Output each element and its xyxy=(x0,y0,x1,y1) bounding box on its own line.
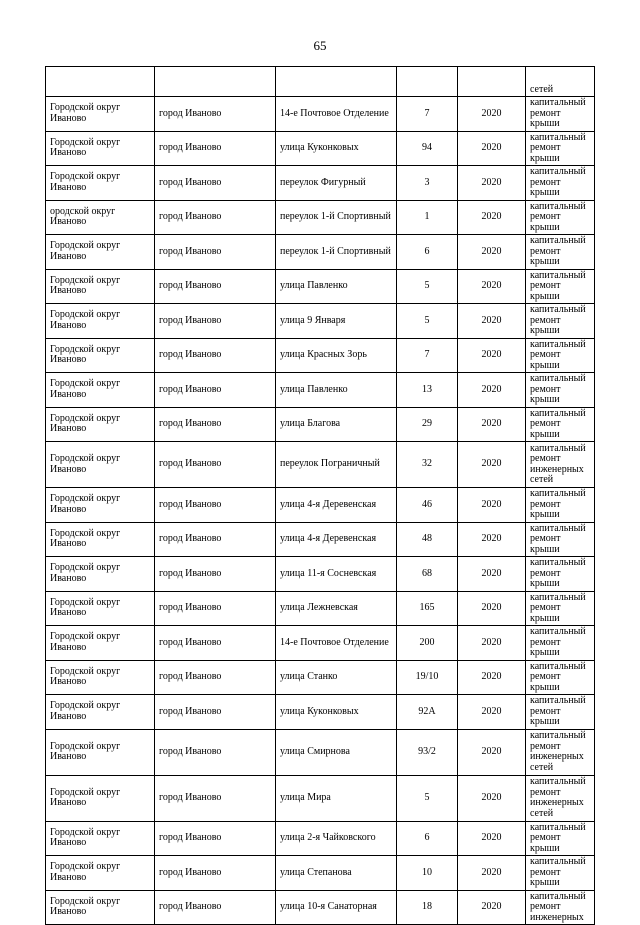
municipality-cell: Городской округ Иваново xyxy=(46,166,155,201)
table-row xyxy=(46,442,595,488)
table-row xyxy=(46,660,595,695)
repair-register-table xyxy=(45,66,595,925)
table-row xyxy=(46,269,595,304)
table-row xyxy=(46,775,595,821)
municipality-cell: Городской округ Иваново xyxy=(46,591,155,626)
municipality-cell: Городской округ Иваново xyxy=(46,729,155,775)
street-cell xyxy=(276,67,397,97)
street-cell: улица 2-я Чайковского xyxy=(276,821,397,856)
year-cell: 2020 xyxy=(458,97,526,132)
municipality-cell: Городской округ Иваново xyxy=(46,373,155,408)
settlement-cell: город Иваново xyxy=(155,775,276,821)
street-cell: переулок 1-й Спортивный xyxy=(276,200,397,235)
municipality-cell: Городской округ Иваново xyxy=(46,442,155,488)
work-type-cell: капитальный ремонт крыши xyxy=(526,626,595,661)
work-type-cell: капитальный ремонт крыши xyxy=(526,695,595,730)
table-row xyxy=(46,488,595,523)
street-cell: улица Красных Зорь xyxy=(276,338,397,373)
house-number-cell: 18 xyxy=(397,890,458,925)
table-row xyxy=(46,97,595,132)
work-type-cell: капитальный ремонт крыши xyxy=(526,269,595,304)
work-type-cell: капитальный ремонт инженерных сетей xyxy=(526,729,595,775)
settlement-cell: город Иваново xyxy=(155,407,276,442)
work-type-cell: капитальный ремонт крыши xyxy=(526,166,595,201)
work-type-cell: капитальный ремонт крыши xyxy=(526,856,595,891)
year-cell: 2020 xyxy=(458,695,526,730)
settlement-cell: город Иваново xyxy=(155,695,276,730)
work-type-cell: капитальный ремонт крыши xyxy=(526,200,595,235)
settlement-cell: город Иваново xyxy=(155,304,276,339)
street-cell: улица 10-я Санаторная xyxy=(276,890,397,925)
year-cell: 2020 xyxy=(458,166,526,201)
year-cell: 2020 xyxy=(458,269,526,304)
year-cell: 2020 xyxy=(458,591,526,626)
table-row xyxy=(46,856,595,891)
street-cell: улица Лежневская xyxy=(276,591,397,626)
settlement-cell xyxy=(155,67,276,97)
year-cell: 2020 xyxy=(458,407,526,442)
settlement-cell: город Иваново xyxy=(155,890,276,925)
table-row xyxy=(46,407,595,442)
municipality-cell xyxy=(46,67,155,97)
street-cell: переулок 1-й Спортивный xyxy=(276,235,397,270)
municipality-cell: Городской округ Иваново xyxy=(46,338,155,373)
municipality-cell: Городской округ Иваново xyxy=(46,775,155,821)
table-row xyxy=(46,67,595,97)
table-row xyxy=(46,373,595,408)
house-number-cell: 93/2 xyxy=(397,729,458,775)
municipality-cell: Городской округ Иваново xyxy=(46,626,155,661)
street-cell: 14-е Почтовое Отделение xyxy=(276,626,397,661)
street-cell: улица 4-я Деревенская xyxy=(276,522,397,557)
municipality-cell: Городской округ Иваново xyxy=(46,304,155,339)
street-cell: улица Степанова xyxy=(276,856,397,891)
municipality-cell: Городской округ Иваново xyxy=(46,97,155,132)
street-cell: улица Павленко xyxy=(276,373,397,408)
work-type-cell: капитальный ремонт инженерных xyxy=(526,890,595,925)
year-cell: 2020 xyxy=(458,660,526,695)
municipality-cell: Городской округ Иваново xyxy=(46,660,155,695)
house-number-cell: 1 xyxy=(397,200,458,235)
house-number-cell: 7 xyxy=(397,97,458,132)
table-row xyxy=(46,591,595,626)
table-row xyxy=(46,131,595,166)
settlement-cell: город Иваново xyxy=(155,626,276,661)
year-cell: 2020 xyxy=(458,626,526,661)
house-number-cell xyxy=(397,67,458,97)
street-cell: переулок Фигурный xyxy=(276,166,397,201)
street-cell: улица 11-я Сосневская xyxy=(276,557,397,592)
house-number-cell: 32 xyxy=(397,442,458,488)
street-cell: улица Мира xyxy=(276,775,397,821)
year-cell: 2020 xyxy=(458,775,526,821)
street-cell: улица Павленко xyxy=(276,269,397,304)
table-row xyxy=(46,235,595,270)
settlement-cell: город Иваново xyxy=(155,660,276,695)
work-type-cell: капитальный ремонт крыши xyxy=(526,373,595,408)
table-row xyxy=(46,338,595,373)
table-row xyxy=(46,304,595,339)
year-cell: 2020 xyxy=(458,522,526,557)
house-number-cell: 13 xyxy=(397,373,458,408)
house-number-cell: 200 xyxy=(397,626,458,661)
table-row xyxy=(46,890,595,925)
table-row xyxy=(46,729,595,775)
street-cell: улица Куконковых xyxy=(276,695,397,730)
house-number-cell: 7 xyxy=(397,338,458,373)
municipality-cell: Городской округ Иваново xyxy=(46,890,155,925)
house-number-cell: 29 xyxy=(397,407,458,442)
work-type-cell: капитальный ремонт крыши xyxy=(526,97,595,132)
street-cell: улица 4-я Деревенская xyxy=(276,488,397,523)
year-cell: 2020 xyxy=(458,373,526,408)
settlement-cell: город Иваново xyxy=(155,557,276,592)
settlement-cell: город Иваново xyxy=(155,200,276,235)
year-cell: 2020 xyxy=(458,729,526,775)
work-type-cell: капитальный ремонт инженерных сетей xyxy=(526,442,595,488)
year-cell: 2020 xyxy=(458,304,526,339)
settlement-cell: город Иваново xyxy=(155,522,276,557)
year-cell: 2020 xyxy=(458,890,526,925)
work-type-cell: капитальный ремонт крыши xyxy=(526,522,595,557)
house-number-cell: 165 xyxy=(397,591,458,626)
table-row xyxy=(46,695,595,730)
house-number-cell: 6 xyxy=(397,235,458,270)
work-type-cell: капитальный ремонт инженерных сетей xyxy=(526,775,595,821)
municipality-cell: Городской округ Иваново xyxy=(46,131,155,166)
work-type-cell: сетей xyxy=(526,67,595,97)
settlement-cell: город Иваново xyxy=(155,442,276,488)
year-cell: 2020 xyxy=(458,200,526,235)
municipality-cell: Городской округ Иваново xyxy=(46,557,155,592)
work-type-cell: капитальный ремонт крыши xyxy=(526,821,595,856)
house-number-cell: 6 xyxy=(397,821,458,856)
municipality-cell: Городской округ Иваново xyxy=(46,821,155,856)
municipality-cell: Городской округ Иваново xyxy=(46,522,155,557)
work-type-cell: капитальный ремонт крыши xyxy=(526,557,595,592)
settlement-cell: город Иваново xyxy=(155,97,276,132)
table-row xyxy=(46,200,595,235)
year-cell: 2020 xyxy=(458,557,526,592)
work-type-cell: капитальный ремонт крыши xyxy=(526,235,595,270)
street-cell: улица Куконковых xyxy=(276,131,397,166)
street-cell: улица Смирнова xyxy=(276,729,397,775)
year-cell xyxy=(458,67,526,97)
street-cell: переулок Пограничный xyxy=(276,442,397,488)
house-number-cell: 5 xyxy=(397,775,458,821)
municipality-cell: Городской округ Иваново xyxy=(46,488,155,523)
year-cell: 2020 xyxy=(458,856,526,891)
municipality-cell: ородской округ Иваново xyxy=(46,200,155,235)
house-number-cell: 10 xyxy=(397,856,458,891)
year-cell: 2020 xyxy=(458,442,526,488)
street-cell: улица 9 Января xyxy=(276,304,397,339)
year-cell: 2020 xyxy=(458,338,526,373)
municipality-cell: Городской округ Иваново xyxy=(46,407,155,442)
municipality-cell: Городской округ Иваново xyxy=(46,269,155,304)
house-number-cell: 3 xyxy=(397,166,458,201)
municipality-cell: Городской округ Иваново xyxy=(46,695,155,730)
year-cell: 2020 xyxy=(458,821,526,856)
table-row xyxy=(46,821,595,856)
table-row xyxy=(46,626,595,661)
year-cell: 2020 xyxy=(458,235,526,270)
table-body xyxy=(46,67,595,925)
year-cell: 2020 xyxy=(458,131,526,166)
settlement-cell: город Иваново xyxy=(155,131,276,166)
settlement-cell: город Иваново xyxy=(155,373,276,408)
work-type-cell: капитальный ремонт крыши xyxy=(526,304,595,339)
page-number: 65 xyxy=(313,38,327,53)
municipality-cell: Городской округ Иваново xyxy=(46,856,155,891)
house-number-cell: 68 xyxy=(397,557,458,592)
street-cell: улица Станко xyxy=(276,660,397,695)
settlement-cell: город Иваново xyxy=(155,269,276,304)
house-number-cell: 5 xyxy=(397,269,458,304)
house-number-cell: 94 xyxy=(397,131,458,166)
work-type-cell: капитальный ремонт крыши xyxy=(526,407,595,442)
work-type-cell: капитальный ремонт крыши xyxy=(526,488,595,523)
year-cell: 2020 xyxy=(458,488,526,523)
house-number-cell: 92А xyxy=(397,695,458,730)
work-type-cell: капитальный ремонт крыши xyxy=(526,131,595,166)
settlement-cell: город Иваново xyxy=(155,235,276,270)
house-number-cell: 46 xyxy=(397,488,458,523)
house-number-cell: 48 xyxy=(397,522,458,557)
settlement-cell: город Иваново xyxy=(155,821,276,856)
street-cell: улица Благова xyxy=(276,407,397,442)
house-number-cell: 5 xyxy=(397,304,458,339)
house-number-cell: 19/10 xyxy=(397,660,458,695)
work-type-cell: капитальный ремонт крыши xyxy=(526,338,595,373)
settlement-cell: город Иваново xyxy=(155,166,276,201)
settlement-cell: город Иваново xyxy=(155,591,276,626)
municipality-cell: Городской округ Иваново xyxy=(46,235,155,270)
work-type-cell: капитальный ремонт крыши xyxy=(526,591,595,626)
table-row xyxy=(46,557,595,592)
work-type-cell: капитальный ремонт крыши xyxy=(526,660,595,695)
table-row xyxy=(46,522,595,557)
settlement-cell: город Иваново xyxy=(155,729,276,775)
settlement-cell: город Иваново xyxy=(155,488,276,523)
street-cell: 14-е Почтовое Отделение xyxy=(276,97,397,132)
table-row xyxy=(46,166,595,201)
settlement-cell: город Иваново xyxy=(155,338,276,373)
settlement-cell: город Иваново xyxy=(155,856,276,891)
